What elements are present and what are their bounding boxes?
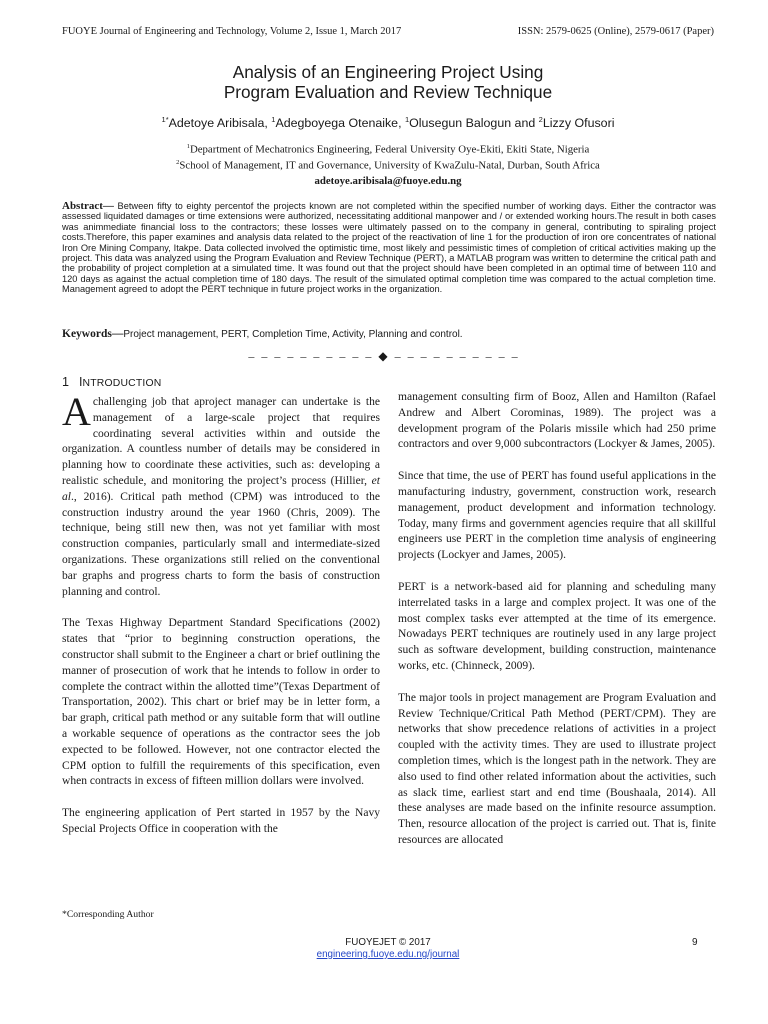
section-number: 1	[62, 375, 70, 389]
paragraph: The major tools in project management are Program Evaluation and Review Technique/Critical Path Method (PERT/CPM). They are networks that show precedence relations of activities in a project coupled with the activity times. They are used to illustrate project completion times, which is the longest path in the network. They are also used to find other related information about the activities, such as slack time, earliest start and end time (Boushaala, 2014). All these analyses are made based on the infinite resource assumption. Then, resource allocation of the project is carried out. That is, finite resources are allocated	[398, 691, 716, 846]
footer-copyright: FUOYEJET © 2017	[345, 937, 431, 948]
author-separator: ,	[398, 116, 405, 131]
paragraph: PERT is a network-based aid for planning and scheduling many interrelated tasks in a large and complex project. It was one of the most complex tasks ever attempted at the time of its emergence. Nowadays PERT techniques are routinely used in any large project such as software development, building construction, maintenance works, etc. (Chinneck, 2009).	[398, 580, 716, 672]
section-title-initial: I	[79, 375, 83, 389]
author-separator: and	[511, 116, 539, 131]
author-sup: 1	[271, 115, 276, 124]
section-divider: – – – – – – – – – – ◆ – – – – – – – – – –	[248, 349, 520, 363]
journal-citation: FUOYE Journal of Engineering and Technology, Volume 2, Issue 1, March 2017	[62, 26, 402, 37]
author-sup: 1	[404, 115, 410, 124]
page-number: 9	[692, 937, 698, 948]
et-al: et al	[62, 474, 380, 503]
title-line-1: Analysis of an Engineering Project Using	[232, 62, 544, 82]
paragraph: Since that time, the use of PERT has found useful applications in the manufacturing industry, government, construction work, research management, product development and information technology. Today, many firms and government agencies require that all skillful engineers use PERT in the completion time analysis of engineering projects (Lockyer and James, 2005).	[398, 470, 716, 562]
keywords-label: Keywords—	[62, 328, 124, 340]
journal-link[interactable]: engineering.fuoye.edu.ng/journal	[316, 949, 460, 960]
affiliation-sup: 2	[176, 159, 180, 166]
affiliation-1	[62, 143, 714, 156]
author-name: Lizzy Ofusori	[542, 116, 615, 131]
section-heading	[62, 375, 382, 389]
abstract-text: Between fifty to eighty percentof the projects known are not completed within the specified number of working days. Either the contractor was assessed liquidated damages or time extensions were authorized, necessitating additional manpower and / or extended working hours.The result in both cases was animmediate financial loss to the contractors; these losses were ultimately passed on to the company in general, contributing to spiraling project costs.Therefore, this paper examines and analysis data related to the project of the reactivation of line 1 for the production of iron ore concentrates of national Iron Ore Mining Company, Itakpe. Data collected involved the optimistic time, most likely and pessimistic times of completion of critical activities making up the project. This data was analyzed using the Program Evaluation and Review Technique (PERT), a MATLAB program was written to determine the critical path and the probability of project completion at a simulated time. It was found out that the project should have been completed in an optimal time of between 110 and 120 days as against the actual completion time of 180 days. The result of the simulated optimal completion time was compared to the actual completion time. Management agreed to adopt the PERT technique in future project works in the organization.	[62, 201, 716, 295]
paper-title	[62, 62, 714, 102]
paragraph-text: ., 2016). Critical path method (CPM) was introduced to the construction industry around the year 1960 (Chris, 2009). The technique, being still new then, was not yet familiar with most construction companies, particularly small and intermediate-sized organizations. These organizations still relied on the conventional bar graphs and progress charts to form the basis of construction planning and control.	[62, 490, 380, 598]
abstract-label: Abstract—	[62, 200, 114, 212]
keywords-text: Project management, PERT, Completion Time, Activity, Planning and control.	[123, 329, 463, 340]
paragraph-text: challenging job that aproject manager can undertake is the management of a large-scale project that requires coordinating several activities within and outside the organization. A countless number of details may be considered in planning how to coordinate these activities, such as: developing a realistic schedule, and monitoring the project’s process (Hillier,	[62, 396, 380, 487]
issn: ISSN: 2579-0625 (Online), 2579-0617 (Paper)	[517, 26, 714, 37]
keywords	[62, 328, 716, 340]
author-name: Adetoye Aribisala	[168, 116, 265, 131]
paragraph	[62, 389, 380, 600]
affiliation-sup: 1	[186, 143, 190, 150]
abstract	[62, 201, 716, 295]
author-sup: 2	[538, 115, 543, 124]
title-line-2: Program Evaluation and Review Technique	[223, 82, 553, 102]
paragraph: management consulting firm of Booz, Allen and Hamilton (Rafael Andrew and Albert Corominas, 1989). The project was a development program of the Polaris missile which had 250 prime contractors and over 9,000 subcontractors (Lockyer & James, 2005).	[398, 391, 716, 451]
footnote: *Corresponding Author	[62, 909, 154, 920]
section-title-rest: NTRODUCTION	[82, 378, 162, 389]
author-sup: 1*	[161, 115, 169, 124]
paragraph: The engineering application of Pert started in 1957 by the Navy Special Projects Office in cooperation with the	[62, 807, 380, 835]
right-column	[398, 390, 716, 865]
author-name: Olusegun Balogun	[409, 116, 512, 131]
affiliation-text: School of Management, IT and Governance, University of KwaZulu-Natal, Durban, South Africa	[179, 159, 600, 172]
left-column	[62, 389, 380, 854]
corresponding-email: adetoye.aribisala@fuoye.edu.ng	[314, 175, 462, 187]
affiliation-2	[62, 159, 714, 172]
paragraph: The Texas Highway Department Standard Specifications (2002) states that “prior to beginning construction operations, the constructor shall submit to the Engineer a chart or brief outlining the manner of prosecution of work that he intends to follow in order to complete the contract within the allotted time”(Texas Department of Transportation, 2002). This chart or brief may be in letter form, a bar graph, critical path method or any suitable form that will outline a workable sequence of operations as the contractor sees the job expected to be followed. However, not one contractor elected the CPM option to fulfill the requirements of this specification, even when contracts in excess of fifteen million dollars were involved.	[62, 617, 380, 788]
drop-cap: A	[62, 389, 91, 434]
author-name: Adegboyega Otenaike	[275, 116, 399, 131]
running-head	[62, 26, 714, 40]
author-list	[62, 115, 714, 130]
author-separator: ,	[264, 116, 272, 131]
page-footer	[0, 937, 768, 961]
affiliation-text: Department of Mechatronics Engineering, Federal University Oye-Ekiti, Ekiti State, Nigeria	[189, 143, 590, 156]
